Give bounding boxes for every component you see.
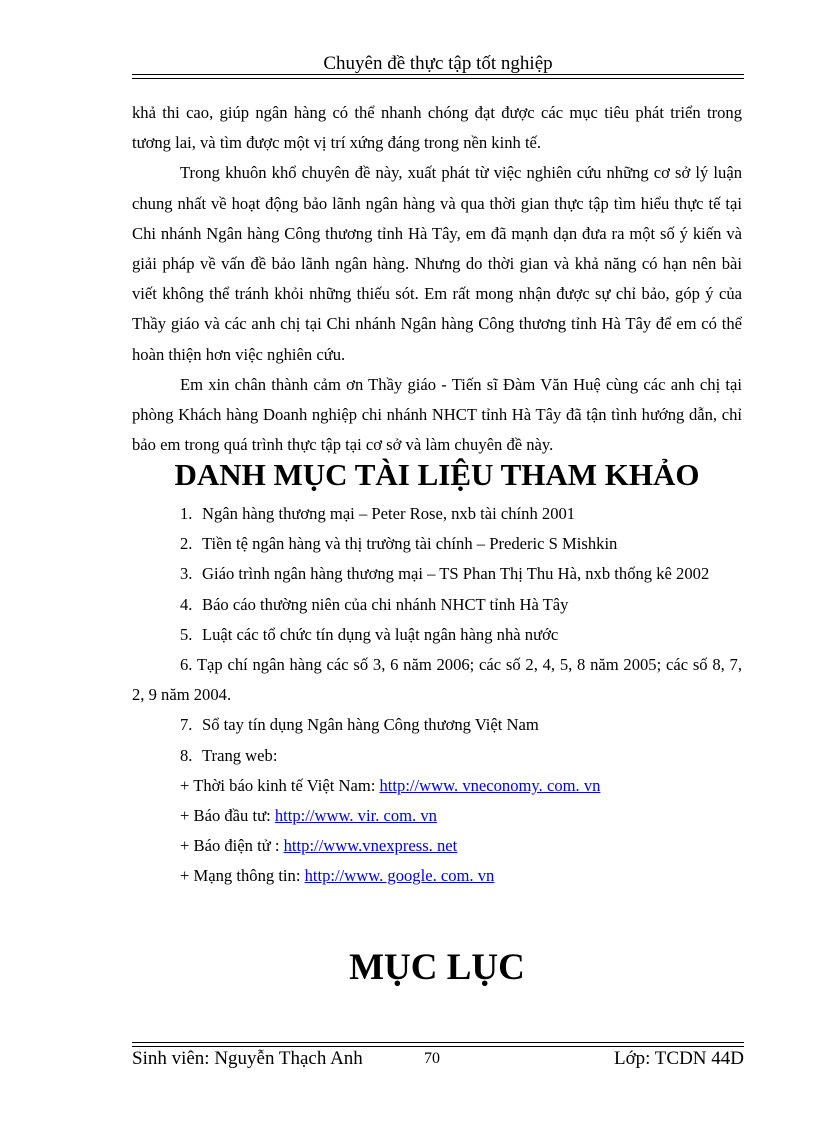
reference-number: 5. — [180, 624, 193, 644]
page-header-title: Chuyên đề thực tập tốt nghiệp — [323, 53, 553, 74]
paragraph-1: khả thi cao, giúp ngân hàng có thể nhanh chóng đạt được các mục tiêu phát triển trong tương lai, và tìm được một vị trí xứng đáng trong nền kinh tế. — [132, 103, 742, 153]
page-footer — [132, 1046, 744, 1072]
reference-item-7 — [132, 710, 742, 740]
reference-text: Tiền tệ ngân hàng và thị trường tài chính – Prederic S Mishkin — [202, 534, 618, 554]
website-link[interactable]: http://www. vneconomy. com. vn — [379, 775, 601, 795]
website-link[interactable]: http://www. google. com. vn — [304, 866, 495, 886]
footer-page-number: 70 — [424, 1050, 440, 1067]
website-label: + Thời báo kinh tế Việt Nam: — [180, 775, 380, 795]
reference-text: Sổ tay tín dụng Ngân hàng Công thương Việt Nam — [202, 715, 539, 735]
website-item-2 — [132, 801, 742, 831]
header-double-rule — [132, 74, 744, 79]
website-link[interactable]: http://www.vnexpress. net — [283, 836, 458, 856]
references-list — [132, 499, 742, 892]
reference-text: Luật các tổ chức tín dụng và luật ngân hàng nhà nước — [202, 624, 559, 644]
reference-number: 4. — [180, 594, 193, 614]
reference-number: 3. — [180, 564, 193, 584]
footer-student-name: Sinh viên: Nguyễn Thạch Anh — [132, 1048, 363, 1069]
reference-text: Trang web: — [202, 745, 278, 765]
reference-item-2 — [132, 529, 742, 559]
paragraph-3: Em xin chân thành cảm ơn Thầy giáo - Tiến sĩ Đàm Văn Huệ cùng các anh chị tại phòng Khách hàng Doanh nghiệp chi nhánh NHCT tỉnh Hà Tây đã tận tình hướng dẫn, chỉ bảo em trong quá trình thực tập tại cơ sở và làm chuyên đề này. — [132, 374, 742, 455]
body-text — [132, 98, 742, 460]
reference-text: Ngân hàng thương mại – Peter Rose, nxb tài chính 2001 — [202, 504, 576, 523]
footer-class: Lớp: TCDN 44D — [613, 1048, 744, 1069]
reference-item-8 — [132, 741, 742, 771]
reference-item-1 — [132, 499, 742, 529]
website-link[interactable]: http://www. vir. com. vn — [274, 806, 437, 826]
paragraph-2: Trong khuôn khổ chuyên đề này, xuất phát từ việc nghiên cứu những cơ sở lý luận chung nhất về hoạt động bảo lãnh ngân hàng và qua thời gian thực tập tìm hiểu thực tế tại Chi nhánh Ngân hàng Công thương tỉnh Hà Tây, em đã mạnh dạn đưa ra một số ý kiến và giải pháp về vấn đề bảo lãnh ngân hàng. Nhưng do thời gian và khả năng có hạn nên bài viết không thể tránh khỏi những thiếu sót. Em rất mong nhận được sự chỉ bảo, góp ý của Thầy giáo và các anh chị tại Chi nhánh Ngân hàng Công thương tỉnh Hà Tây để em có thể hoàn thiện hơn việc nghiên cứu. — [132, 163, 742, 364]
website-label: + Báo đầu tư: — [180, 806, 275, 826]
table-of-contents-heading: MỤC LỤC — [349, 947, 525, 988]
website-item-3 — [132, 831, 742, 861]
reference-item-5 — [132, 620, 742, 650]
website-label: + Mạng thông tin: — [180, 866, 305, 886]
reference-text: Giáo trình ngân hàng thương mại – TS Phan Thị Thu Hà, nxb thống kê 2002 — [202, 564, 710, 584]
reference-number: 8. — [180, 745, 193, 765]
reference-item-3 — [132, 559, 742, 589]
reference-number: 2. — [180, 534, 193, 554]
references-heading: DANH MỤC TÀI LIỆU THAM KHẢO — [174, 457, 700, 492]
website-item-4 — [132, 861, 742, 891]
reference-item-6: 6. Tạp chí ngân hàng các số 3, 6 năm 2006; các số 2, 4, 5, 8 năm 2005; các số 8, 7, 2, 9 năm 2004. — [132, 655, 742, 705]
reference-item-4 — [132, 590, 742, 620]
website-item-1 — [132, 771, 742, 801]
reference-number: 7. — [180, 715, 193, 735]
reference-text: Báo cáo thường niên của chi nhánh NHCT tỉnh Hà Tây — [202, 594, 569, 614]
reference-number: 1. — [180, 504, 193, 523]
website-label: + Báo điện tử : — [180, 836, 284, 856]
